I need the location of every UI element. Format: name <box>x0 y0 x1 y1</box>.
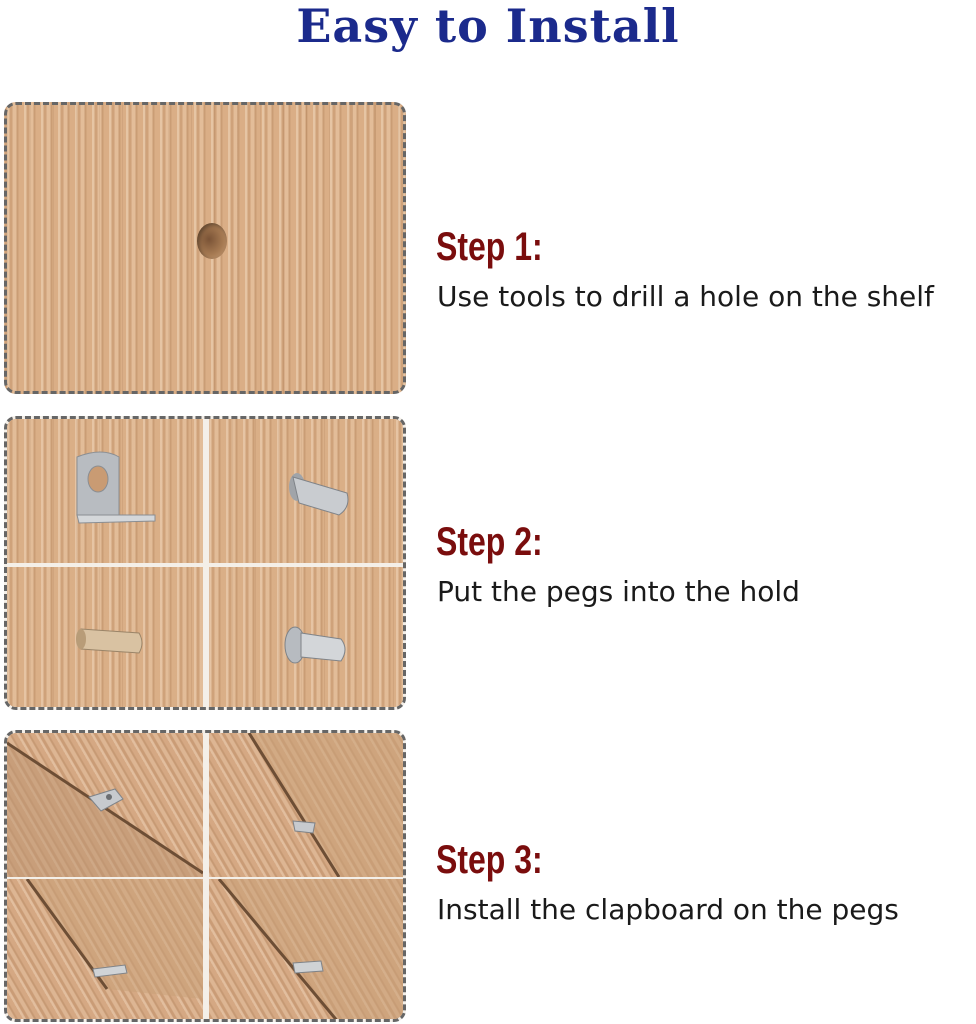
peg-photo-shelf-support <box>209 419 405 563</box>
peg-photo-sleeve-pin <box>209 567 405 710</box>
drilled-hole <box>197 223 227 259</box>
step1-label: Step 1: <box>436 225 543 269</box>
shelf-photo-round-pin <box>7 879 203 1022</box>
step2-image-panel <box>4 416 406 710</box>
shelf-photo-support <box>209 733 405 877</box>
step2-label: Step 2: <box>436 520 543 564</box>
step1-image-panel <box>4 102 406 394</box>
shelf-photo-sleeve-pin <box>209 879 405 1022</box>
peg-photo-l-bracket <box>7 419 203 563</box>
step3-text: Install the clapboard on the pegs <box>437 893 899 926</box>
step2-text: Put the pegs into the hold <box>437 575 800 608</box>
page-title: Easy to Install <box>296 0 680 53</box>
shelf-photo-bracket <box>7 733 203 877</box>
peg-photo-round-pin <box>7 567 203 710</box>
step1-text: Use tools to drill a hole on the shelf <box>437 280 934 313</box>
step3-image-panel <box>4 730 406 1022</box>
step3-label: Step 3: <box>436 838 543 882</box>
